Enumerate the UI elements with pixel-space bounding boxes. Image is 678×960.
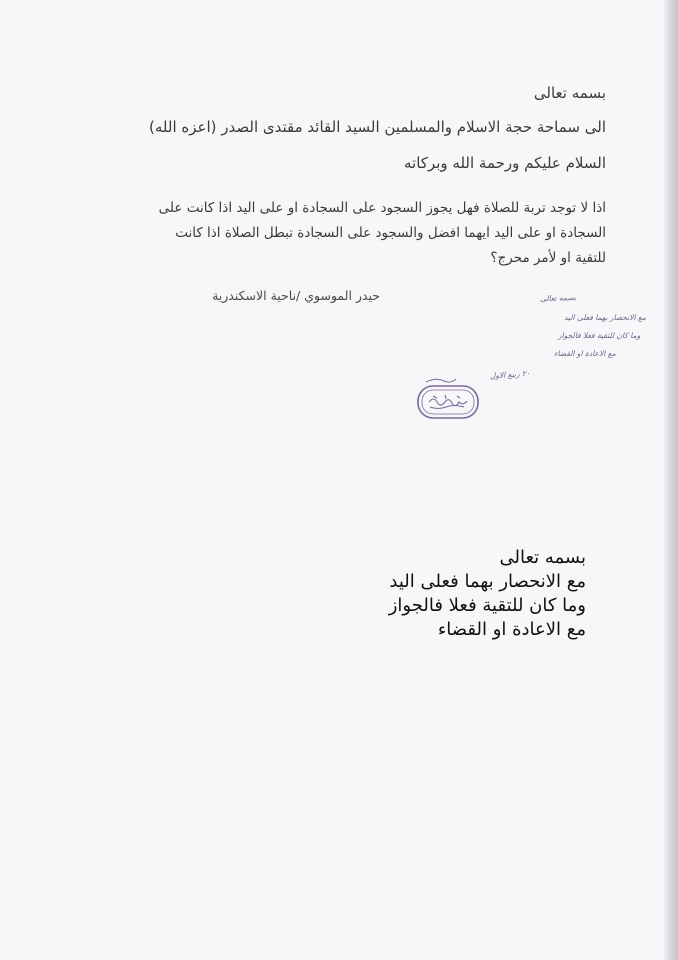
stamp-frame: [418, 386, 478, 418]
handwritten-line: مع الاعادة او القضاء: [554, 349, 616, 358]
handwritten-line: مع الانحصار بهما فعلى اليد: [564, 313, 646, 322]
letter-greeting: السلام عليكم ورحمة الله وبركاته: [404, 154, 606, 172]
letter-question: [78, 196, 606, 271]
question-line: للتقية او لأمر محرج؟: [490, 250, 606, 266]
stamp-inscription-marks: [429, 395, 467, 409]
letter-basmala: بسمه تعالى: [533, 84, 606, 102]
sender-name: حيدر الموسوي /ناحية الاسكندرية: [212, 288, 380, 303]
reply-transcription: [389, 546, 586, 642]
transcription-line: بسمه تعالى: [499, 547, 586, 568]
handwritten-date: ٢٠ ربيع الاول: [489, 368, 531, 381]
handwritten-line: وما كان للتقية فعلا فالجواز: [558, 331, 641, 340]
letter-addressee: الى سماحة حجة الاسلام والمسلمين السيد القائد مقتدى الصدر (اعزه الله): [149, 118, 606, 136]
seal-stamp: [415, 382, 481, 422]
question-line: السجادة او على اليد ايهما افضل والسجود على السجادة تبطل الصلاة اذا كانت: [175, 225, 606, 241]
page-edge-shadow: [664, 0, 678, 960]
handwritten-line: بسمه تعالى: [539, 292, 577, 304]
transcription-line: مع الانحصار بهما فعلى اليد: [389, 571, 586, 592]
handwritten-reply: [418, 288, 646, 396]
question-line: اذا لا توجد تربة للصلاة فهل يجوز السجود على السجادة او على اليد اذا كانت على: [158, 200, 606, 216]
transcription-line: وما كان للتقية فعلا فالجواز: [388, 595, 586, 616]
transcription-line: مع الاعادة او القضاء: [437, 619, 586, 640]
